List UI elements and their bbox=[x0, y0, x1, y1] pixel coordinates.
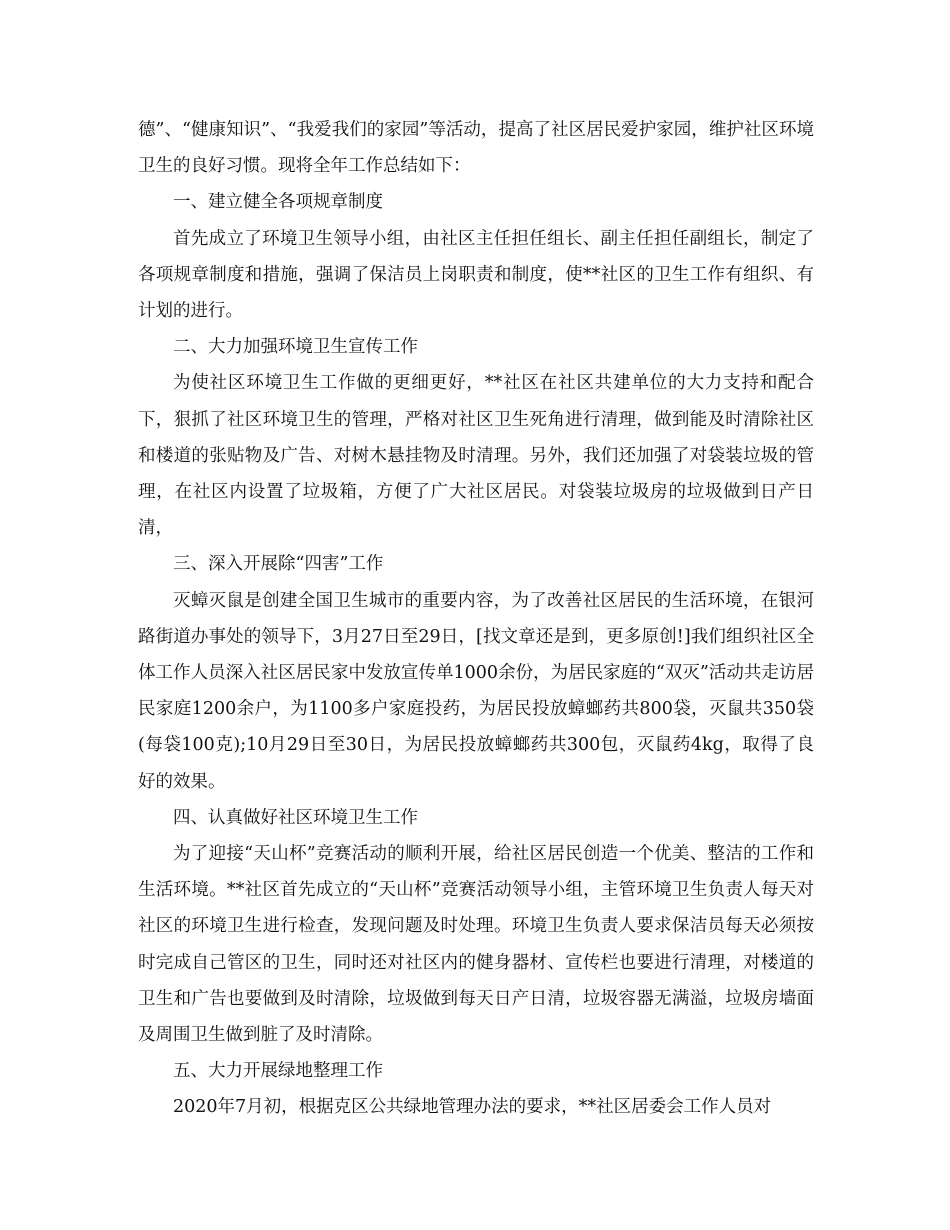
section-heading-2: 二、大力加强环境卫生宣传工作 bbox=[173, 337, 418, 358]
section-heading-4: 四、认真做好社区环境卫生工作 bbox=[173, 807, 418, 828]
section-heading-3: 三、深入开展除“四害”工作 bbox=[173, 554, 384, 575]
paragraph-section-3: 灭蟑灭鼠是创建全国卫生城市的重要内容，为了改善社区居民的生活环境，在银河路街道办事处的领导下，3月27日至29日，[找文章还是到，更多原创!]我们组织社区全体工作人员深入社区居民家中发放宣传单1000余份，为居民家庭的“双灭”活动共走访居民家庭1200余户，为1100多户家庭投药，为居民投放蟑螂药共800袋，灭鼠共350袋(每袋100克);10月29日至30日，为居民投放蟑螂药共300包，灭鼠药4kg，取得了良好的效果。 bbox=[138, 590, 814, 792]
paragraph-section-2: 为使社区环境卫生工作做的更细更好，**社区在社区共建单位的大力支持和配合下，狠抓了社区环境卫生的管理，严格对社区卫生死角进行清理，做到能及时清除社区和楼道的张贴物及广告、对树木悬挂物及时清理。另外，我们还加强了对袋装垃圾的管理，在社区内设置了垃圾箱，方便了广大社区居民。对袋装垃圾房的垃圾做到日产日清， bbox=[138, 373, 814, 539]
paragraph-section-4: 为了迎接“天山杯”竞赛活动的顺利开展，给社区居民创造一个优美、整洁的工作和生活环境。**社区首先成立的“天山杯”竞赛活动领导小组，主管环境卫生负责人每天对社区的环境卫生进行检查，发现问题及时处理。环境卫生负责人要求保洁员每天必须按时完成自己管区的卫生，同时还对社区内的健身器材、宣传栏也要进行清理，对楼道的卫生和广告也要做到及时清除，垃圾做到每天日产日清，垃圾容器无满溢，垃圾房墙面及周围卫生做到脏了及时清除。 bbox=[138, 844, 814, 1046]
section-heading-1: 一、建立健全各项规章制度 bbox=[173, 192, 383, 213]
section-heading-5: 五、大力开展绿地整理工作 bbox=[173, 1061, 383, 1082]
document-body bbox=[138, 112, 814, 1126]
paragraph-intro-continued: 德”、“健康知识”、“我爱我们的家园”等活动，提高了社区居民爱护家园，维护社区环境卫生的良好习惯。现将全年工作总结如下： bbox=[138, 120, 814, 177]
paragraph-section-1: 首先成立了环境卫生领导小组，由社区主任担任组长、副主任担任副组长，制定了各项规章制度和措施，强调了保洁员上岗职责和制度，使**社区的卫生工作有组织、有计划的进行。 bbox=[138, 228, 814, 322]
paragraph-section-5: 2020年7月初，根据克区公共绿地管理办法的要求，**社区居委会工作人员对 bbox=[173, 1097, 772, 1118]
